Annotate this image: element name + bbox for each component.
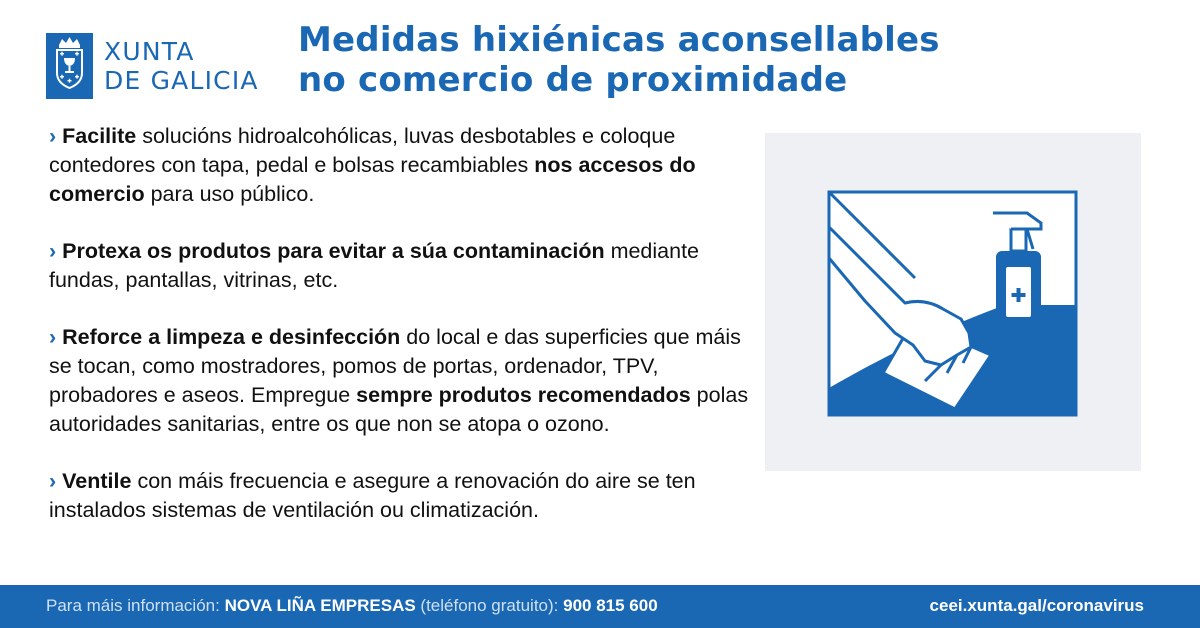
measure-text: polas autoridades sanitarias, entre os que non se atopa o ozono. — [49, 383, 749, 436]
hand-cleaning-surface-with-spray-icon — [765, 133, 1141, 471]
measure-text: para uso público. — [144, 182, 315, 206]
measure-keyword: sempre produtos recomendados — [356, 383, 691, 407]
title-line-1: Medidas hixiénicas aconsellables — [298, 20, 940, 60]
measure-keyword: Ventile — [62, 469, 132, 493]
measure-item — [49, 323, 749, 439]
measure-text: con máis frecuencia e asegure a renovación do aire se ten instalados sistemas de ventilación ou climatización. — [49, 469, 696, 522]
measure-keyword: Protexa os produtos para evitar a súa contaminación — [62, 239, 605, 263]
footer-note: (teléfono gratuito): — [415, 596, 564, 615]
measure-keyword: nos accesos do comercio — [49, 153, 696, 206]
xunta-logo — [46, 33, 286, 99]
measure-item — [49, 122, 749, 209]
measure-item — [49, 467, 749, 525]
page-title — [298, 20, 1178, 100]
galicia-coat-of-arms-icon — [46, 33, 93, 99]
service-name: NOVA LIÑA EMPRESAS — [224, 596, 416, 615]
measure-keyword: Facilite — [62, 124, 137, 148]
measure-text: mediante fundas, pantallas, vitrinas, etc. — [49, 239, 700, 292]
footer-prefix: Para máis información: — [46, 596, 225, 615]
brand-line-2: DE GALICIA — [104, 66, 259, 95]
title-line-2: no comercio de proximidade — [298, 60, 848, 100]
chevron-right-icon: › — [49, 469, 57, 493]
measures-list — [49, 122, 749, 553]
phone-number: 900 815 600 — [563, 596, 658, 615]
contact-info — [46, 596, 658, 616]
measure-text: do local e das superficies que máis se tocan, como mostradores, pomos de portas, ordenador, TPV, probadores e aseos. Empregue — [49, 325, 741, 407]
measure-item — [49, 237, 749, 295]
footer-bar — [0, 585, 1200, 628]
cleaning-illustration — [765, 133, 1141, 471]
website-link[interactable]: ceei.xunta.gal/coronavirus — [929, 596, 1144, 615]
chevron-right-icon: › — [49, 124, 57, 148]
chevron-right-icon: › — [49, 239, 57, 263]
brand-line-1: XUNTA — [104, 37, 195, 66]
measure-keyword: Reforce a limpeza e desinfección — [62, 325, 401, 349]
brand-name — [104, 37, 259, 95]
measure-text: solucións hidroalcohólicas, luvas desbotables e coloque contedores con tapa, pedal e bolsas recambiables — [49, 124, 676, 177]
chevron-right-icon: › — [49, 325, 57, 349]
